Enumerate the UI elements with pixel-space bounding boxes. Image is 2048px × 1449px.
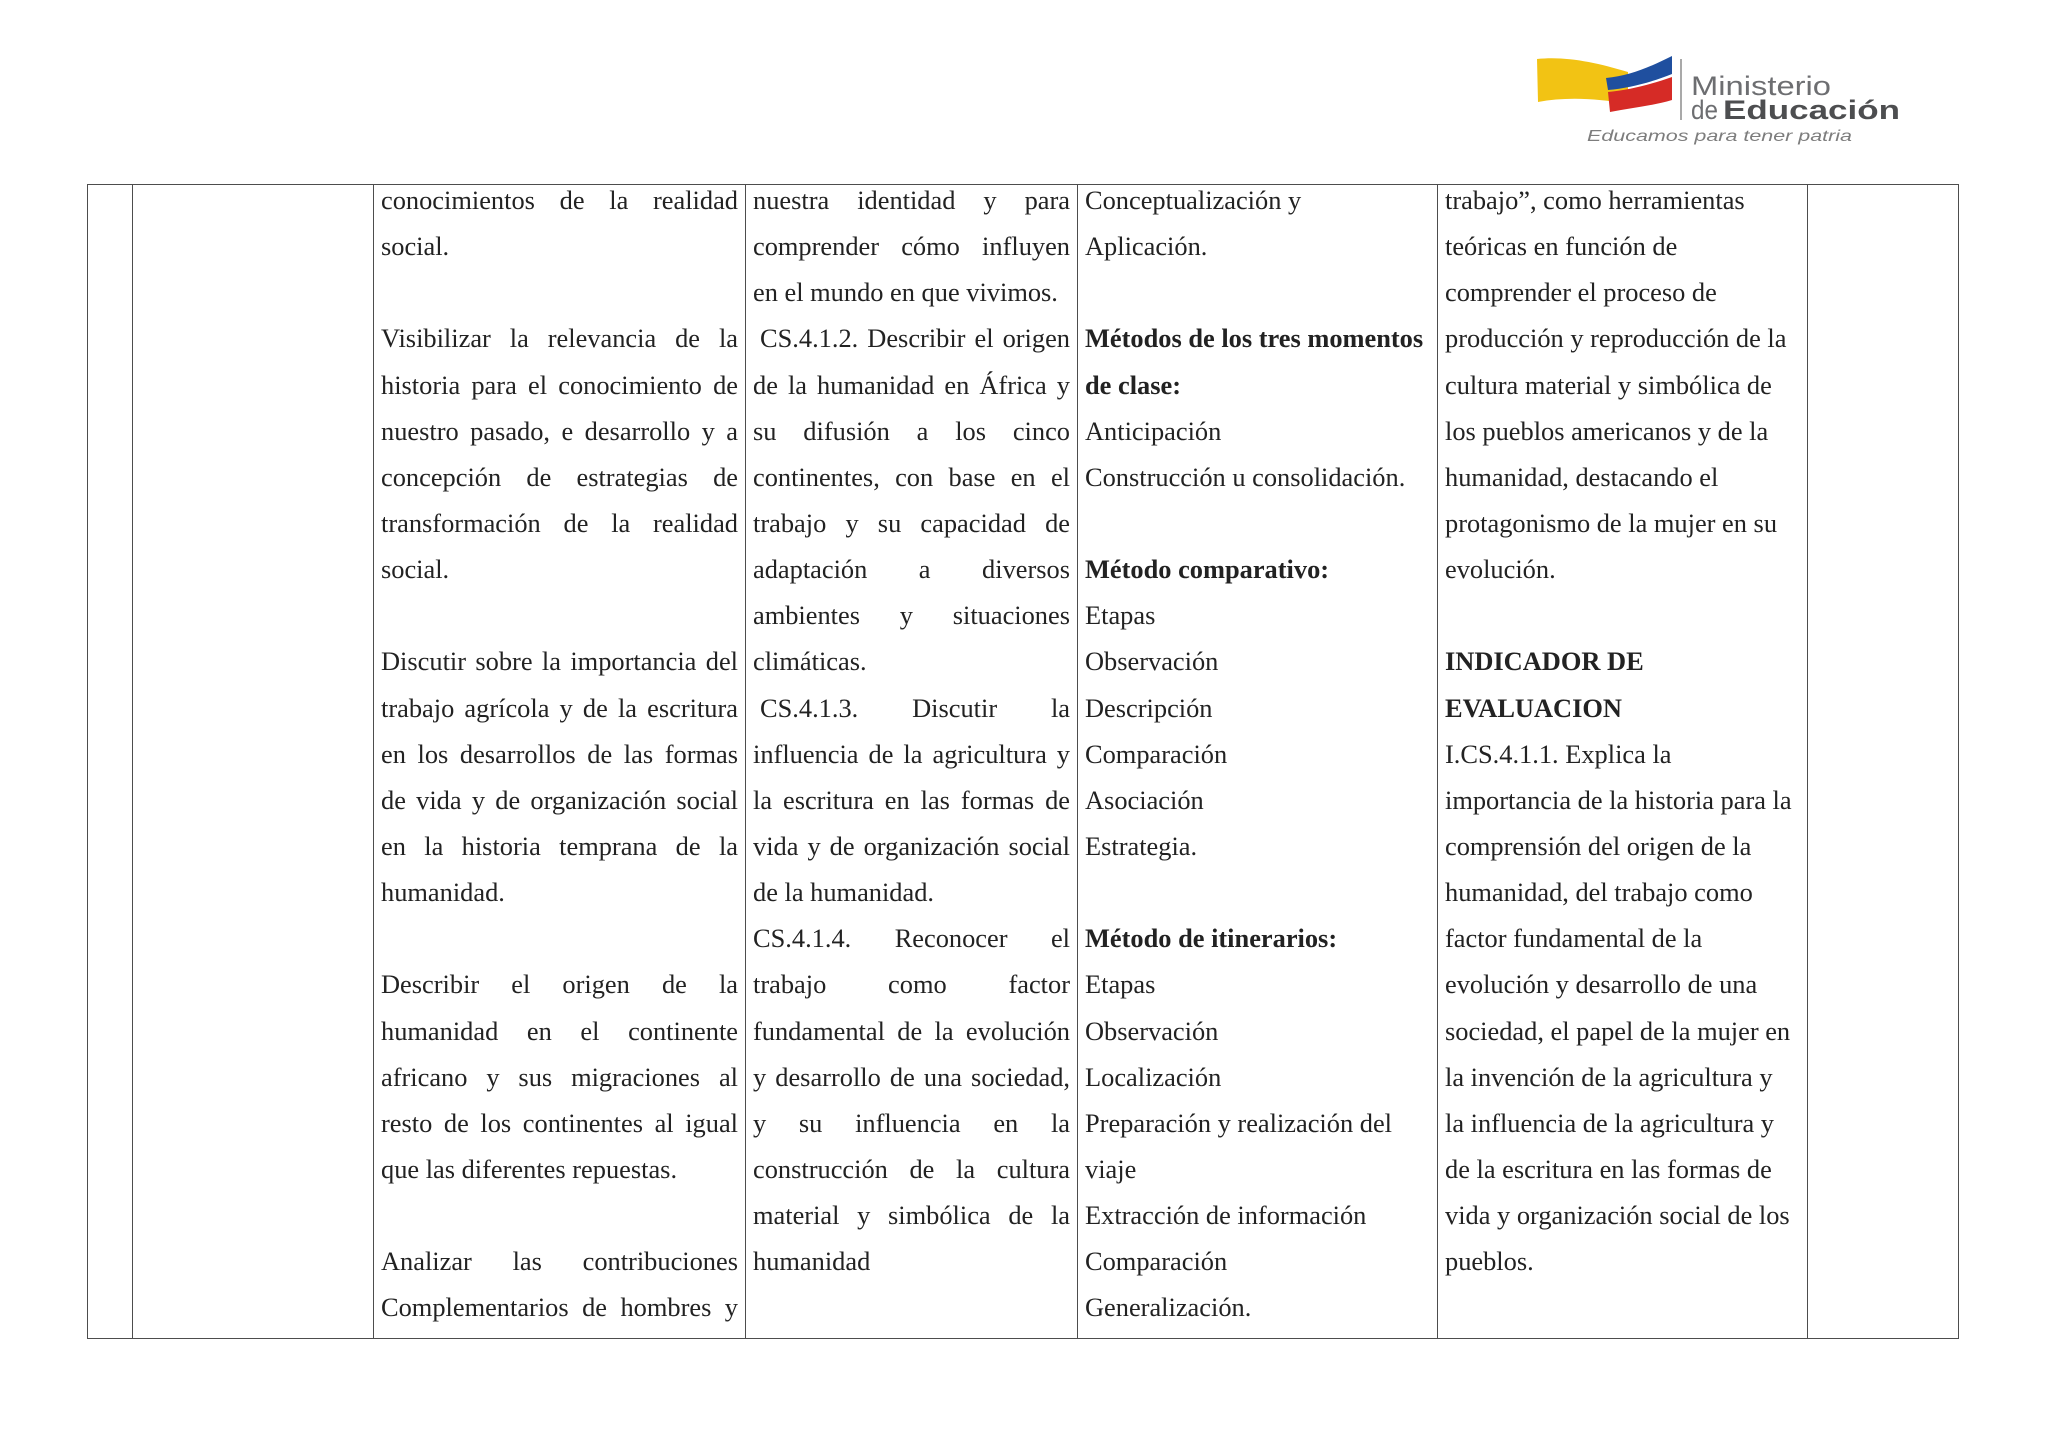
- text-line: I.CS.4.1.1. Explica la: [1445, 738, 1672, 769]
- text-line: teóricas en función de: [1445, 231, 1678, 262]
- cell-text: [753, 177, 1070, 1284]
- text-line: humanidad en el continente: [381, 1015, 738, 1046]
- section-heading: [1085, 915, 1430, 961]
- text-line: de vida y de organización social: [381, 784, 738, 815]
- text-line: Analizar las contribuciones: [381, 1246, 738, 1277]
- text-line: de la humanidad.: [753, 877, 935, 908]
- text-line: Extracción de información: [1085, 1200, 1367, 1231]
- text-line: [381, 915, 738, 961]
- text-line: vida y de organización social: [753, 830, 1070, 861]
- text-line: Generalización.: [1085, 1292, 1252, 1323]
- text-line: transformación de la realidad: [381, 507, 738, 538]
- paragraph: [753, 685, 1070, 916]
- logo-text-educacion: Educación: [1723, 95, 1900, 125]
- paragraph: [381, 269, 738, 315]
- text-line: nuestra identidad y para: [753, 185, 1070, 215]
- paragraph: [753, 177, 1070, 315]
- text-line: CS.4.1.3. Discutir la: [760, 692, 1070, 723]
- text-line: en los desarrollos de las formas: [381, 738, 738, 769]
- paragraph: [1085, 269, 1430, 315]
- text-line: Anticipación: [1085, 415, 1222, 446]
- text-line: concepción de estrategias de: [381, 461, 738, 492]
- paragraph: [1445, 731, 1800, 1285]
- table-cell: [1078, 185, 1438, 1338]
- text-line: Construcción u consolidación.: [1085, 461, 1406, 492]
- paragraph: [381, 1238, 738, 1330]
- text-line: vida y organización social de los: [1445, 1200, 1790, 1231]
- logo-text-ministerio: Ministerio: [1691, 71, 1831, 101]
- section-heading: [1085, 315, 1430, 407]
- text-line: la invención de la agricultura y: [1445, 1061, 1773, 1092]
- text-line: Método comparativo:: [1085, 554, 1330, 585]
- text-line: continentes, con base en el: [753, 461, 1070, 492]
- text-line: ambientes y situaciones: [753, 600, 1070, 631]
- text-line: construcción de la cultura: [753, 1153, 1070, 1184]
- text-line: [381, 592, 738, 638]
- text-line: comprender el proceso de: [1445, 277, 1717, 308]
- section-heading: [1085, 546, 1430, 592]
- text-line: trabajo y su capacidad de: [753, 507, 1070, 538]
- text-line: conocimientos de la realidad: [381, 185, 738, 215]
- text-line: EVALUACION: [1445, 692, 1622, 723]
- text-line: Observación: [1085, 646, 1219, 677]
- text-line: [381, 269, 738, 315]
- text-line: y desarrollo de una sociedad,: [753, 1061, 1070, 1092]
- paragraph: [381, 638, 738, 915]
- logo-tagline: Educamos para tener patria: [1587, 128, 1853, 145]
- text-line: CS.4.1.2. Describir el origen: [760, 323, 1070, 354]
- paragraph: [1445, 177, 1800, 592]
- paragraph: [381, 592, 738, 638]
- text-line: importancia de la historia para la: [1445, 784, 1792, 815]
- text-line: de la humanidad en África y: [753, 369, 1070, 400]
- text-line: Etapas: [1085, 600, 1156, 631]
- text-line: los pueblos americanos y de la: [1445, 415, 1769, 446]
- text-line: trabajo”, como herramientas: [1445, 185, 1745, 215]
- text-line: Localización: [1085, 1061, 1222, 1092]
- text-line: resto de los continentes al igual: [381, 1107, 738, 1138]
- text-line: [1085, 869, 1430, 915]
- text-line: social.: [381, 231, 450, 262]
- paragraph: [381, 1192, 738, 1238]
- text-line: Discutir sobre la importancia del: [381, 646, 738, 677]
- text-line: CS.4.1.4. Reconocer el: [753, 923, 1070, 954]
- text-line: [1085, 500, 1430, 546]
- text-line: Estrategia.: [1085, 830, 1198, 861]
- paragraph: [381, 915, 738, 961]
- text-line: humanidad, destacando el: [1445, 461, 1719, 492]
- logo-text-de: de: [1691, 95, 1718, 125]
- text-line: [381, 1192, 738, 1238]
- table-cell-empty: [133, 185, 374, 1338]
- text-line: humanidad, del trabajo como: [1445, 877, 1753, 908]
- paragraph: [1085, 500, 1430, 546]
- text-line: trabajo como factor: [753, 969, 1070, 1000]
- text-line: humanidad.: [381, 877, 505, 908]
- cell-text: [381, 177, 738, 1331]
- text-line: adaptación a diversos: [753, 554, 1070, 585]
- paragraph: [1445, 592, 1800, 638]
- paragraph: [753, 315, 1070, 684]
- text-line: producción y reproducción de la: [1445, 323, 1787, 354]
- text-line: Aplicación.: [1085, 231, 1208, 262]
- text-line: que las diferentes repuestas.: [381, 1153, 678, 1184]
- text-line: africano y sus migraciones al: [381, 1061, 738, 1092]
- cell-text: [1085, 177, 1430, 1331]
- table-cell: [1438, 185, 1808, 1338]
- ministry-logo: [1530, 50, 1910, 150]
- text-line: humanidad: [753, 1246, 871, 1277]
- text-line: Métodos de los tres momentos: [1085, 323, 1424, 354]
- text-line: en la historia temprana de la: [381, 830, 738, 861]
- table-cell-empty: [88, 185, 133, 1338]
- paragraph: [381, 177, 738, 269]
- paragraph: [381, 961, 738, 1192]
- paragraph: [1085, 177, 1430, 269]
- text-line: la escritura en las formas de: [753, 784, 1070, 815]
- text-line: Etapas: [1085, 969, 1156, 1000]
- text-line: [1445, 592, 1800, 638]
- text-line: Comparación: [1085, 738, 1228, 769]
- paragraph: [381, 315, 738, 592]
- text-line: [1085, 269, 1430, 315]
- text-line: historia para el conocimiento de: [381, 369, 738, 400]
- text-line: Visibilizar la relevancia de la: [381, 323, 738, 354]
- text-line: cultura material y simbólica de: [1445, 369, 1772, 400]
- text-line: material y simbólica de la: [753, 1200, 1070, 1231]
- paragraph: [1085, 592, 1430, 869]
- table-cell: [374, 185, 746, 1338]
- text-line: Preparación y realización del: [1085, 1107, 1392, 1138]
- text-line: Comparación: [1085, 1246, 1228, 1277]
- text-line: la influencia de la agricultura y: [1445, 1107, 1774, 1138]
- table-cell-empty: [1808, 185, 1958, 1338]
- text-line: factor fundamental de la: [1445, 923, 1703, 954]
- text-line: nuestro pasado, e desarrollo y a: [381, 415, 738, 446]
- text-line: trabajo agrícola y de la escritura: [381, 692, 738, 723]
- text-line: Complementarios de hombres y: [381, 1292, 738, 1323]
- text-line: evolución.: [1445, 554, 1556, 585]
- text-line: climáticas.: [753, 646, 867, 677]
- table-cell: [746, 185, 1078, 1338]
- cell-text: [1445, 177, 1800, 1284]
- text-line: comprender cómo influyen: [753, 231, 1070, 262]
- section-heading: [1445, 638, 1800, 730]
- text-line: y su influencia en la: [753, 1107, 1070, 1138]
- text-line: comprensión del origen de la: [1445, 830, 1752, 861]
- text-line: viaje: [1085, 1153, 1137, 1184]
- text-line: fundamental de la evolución: [753, 1015, 1070, 1046]
- text-line: su difusión a los cinco: [753, 415, 1070, 446]
- paragraph: [1085, 869, 1430, 915]
- text-line: influencia de la agricultura y: [753, 738, 1070, 769]
- paragraph: [753, 915, 1070, 1284]
- text-line: protagonismo de la mujer en su: [1445, 507, 1778, 538]
- text-line: Descripción: [1085, 692, 1213, 723]
- text-line: Conceptualización y: [1085, 185, 1302, 215]
- text-line: INDICADOR DE: [1445, 646, 1644, 677]
- text-line: social.: [381, 554, 450, 585]
- text-line: Describir el origen de la: [381, 969, 738, 1000]
- text-line: en el mundo en que vivimos.: [753, 277, 1058, 308]
- text-line: Método de itinerarios:: [1085, 923, 1338, 954]
- text-line: pueblos.: [1445, 1246, 1534, 1277]
- text-line: Asociación: [1085, 784, 1204, 815]
- text-line: sociedad, el papel de la mujer en: [1445, 1015, 1791, 1046]
- text-line: de la escritura en las formas de: [1445, 1153, 1772, 1184]
- lesson-plan-table: [87, 184, 1959, 1339]
- paragraph: [1085, 408, 1430, 500]
- text-line: evolución y desarrollo de una: [1445, 969, 1758, 1000]
- text-line: de clase:: [1085, 369, 1182, 400]
- paragraph: [1085, 961, 1430, 1330]
- text-line: Observación: [1085, 1015, 1219, 1046]
